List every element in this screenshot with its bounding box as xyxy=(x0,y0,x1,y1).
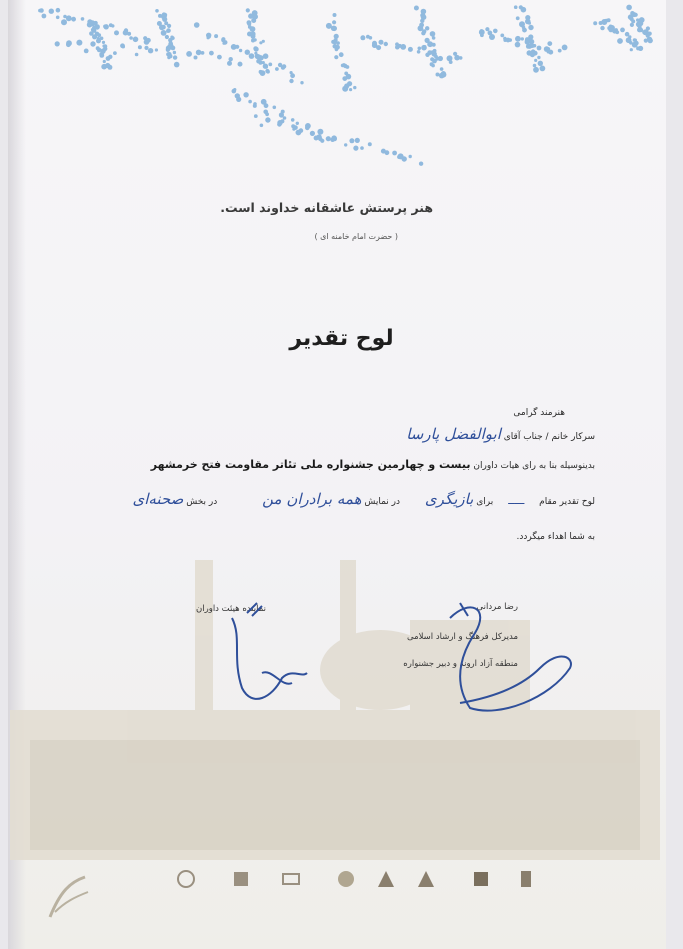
logo-dot xyxy=(229,57,233,61)
logo-dot xyxy=(42,14,47,19)
logo-dot xyxy=(432,43,436,47)
logo-dot xyxy=(254,52,257,55)
logo-dot xyxy=(194,22,200,28)
jury-signature xyxy=(222,598,322,718)
logo-dot xyxy=(96,38,101,43)
logo-dot xyxy=(548,50,553,55)
director-signature xyxy=(430,588,590,728)
logo-dot xyxy=(245,50,250,55)
logo-dot xyxy=(609,25,615,31)
logo-dot xyxy=(648,31,652,35)
logo-dot xyxy=(431,50,434,53)
logo-dot xyxy=(521,7,527,13)
body-line xyxy=(151,458,595,471)
logo-dot xyxy=(335,35,338,38)
logo-dot xyxy=(101,51,104,54)
sponsor-logo-8-icon xyxy=(515,868,537,890)
logo-dot xyxy=(133,37,139,43)
logo-dot xyxy=(421,31,425,35)
logo-dot xyxy=(155,48,158,51)
logo-dot xyxy=(332,136,337,141)
logo-dot xyxy=(615,30,619,34)
logo-dot xyxy=(239,49,242,52)
play-label: در نمایش xyxy=(364,497,401,507)
logo-dot xyxy=(167,24,171,28)
logo-dot xyxy=(217,55,222,60)
logo-dot xyxy=(537,46,542,51)
for-value: بازیگری xyxy=(424,490,474,508)
logo-dot xyxy=(425,26,429,30)
logo-dot xyxy=(402,156,407,161)
logo-dot xyxy=(174,62,180,68)
logo-dot xyxy=(283,116,287,120)
logo-dot xyxy=(268,63,272,67)
logo-dot xyxy=(102,41,105,44)
logo-dot xyxy=(209,51,214,56)
logo-dot xyxy=(171,36,175,40)
logo-dot xyxy=(344,143,347,146)
logo-dot xyxy=(436,73,440,77)
logo-dot xyxy=(89,20,95,26)
logo-dot xyxy=(373,44,377,48)
logo-dot xyxy=(265,112,269,116)
logo-dot xyxy=(260,124,264,128)
logo-dot xyxy=(264,103,269,108)
logo-dot xyxy=(103,44,107,48)
sponsor-logo-5-icon xyxy=(375,868,397,890)
logo-dot xyxy=(480,33,484,37)
logo-dot xyxy=(159,25,165,31)
logo-dot xyxy=(449,60,453,64)
sponsor-logo-1-icon xyxy=(175,868,197,890)
logo-dot xyxy=(248,100,252,104)
logo-dot xyxy=(400,44,406,50)
logo-dot xyxy=(231,45,234,48)
quote-source: ( حضرت امام خامنه ای ) xyxy=(314,232,398,241)
logo-dot xyxy=(385,150,390,155)
logo-dot xyxy=(395,42,399,46)
logo-dot xyxy=(148,48,153,53)
logo-dot xyxy=(250,26,256,32)
logo-dot xyxy=(253,46,258,51)
logo-dot xyxy=(155,9,159,13)
logo-dot xyxy=(600,26,604,30)
logo-dot xyxy=(636,18,639,21)
play-value: همه برادران من xyxy=(262,490,362,508)
logo-dot xyxy=(173,55,177,59)
logo-dot xyxy=(196,50,202,56)
festival-name: بیست و چهارمین جشنواره ملی تئاتر مقاومت فتح خرمشهر xyxy=(150,458,471,471)
logo-dot xyxy=(201,51,205,55)
logo-dot xyxy=(97,33,101,37)
logo-dot xyxy=(289,79,293,83)
logo-dot xyxy=(104,24,109,29)
presented-line: به شما اهداء میگردد. xyxy=(516,532,595,542)
logo-dot xyxy=(318,137,322,141)
logo-dot xyxy=(281,110,285,114)
logo-dot xyxy=(558,49,562,53)
logo-dot xyxy=(238,62,243,67)
logo-dot xyxy=(342,76,347,81)
logo-dot xyxy=(97,48,102,53)
side-watermark-text xyxy=(633,80,673,500)
logo-dot xyxy=(439,73,445,79)
logo-dot xyxy=(138,45,142,49)
logo-dot xyxy=(223,40,228,45)
quote-text: هنر پرستش عاشقانه خداوند است. xyxy=(220,200,433,215)
logo-dot xyxy=(630,23,634,27)
logo-dot xyxy=(421,14,427,20)
logo-dot xyxy=(248,13,253,18)
logo-dot xyxy=(249,53,255,59)
logo-dot xyxy=(277,120,282,125)
logo-dot xyxy=(235,45,239,49)
logo-dot xyxy=(254,114,258,118)
jury-representative-title: نماینده هیئت داوران xyxy=(196,604,267,614)
logo-dot xyxy=(108,55,112,59)
logo-dot xyxy=(514,5,518,9)
logo-dot xyxy=(617,38,623,44)
logo-dot xyxy=(265,117,270,122)
body-intro: بدینوسیله بنا به رای هیات داوران xyxy=(473,461,595,471)
logo-dot xyxy=(262,40,265,43)
logo-dot xyxy=(275,67,279,71)
sponsor-logos xyxy=(170,868,570,918)
logo-dot xyxy=(392,151,397,156)
logo-dot xyxy=(290,73,295,78)
director-role-2: منطقه آزاد اروند و دبیر جشنواره xyxy=(403,659,518,669)
director-role-1: مدیرکل فرهنگ و ارشاد اسلامی xyxy=(406,632,518,642)
logo-dot xyxy=(634,13,638,17)
logo-dot xyxy=(120,43,125,48)
logo-dot xyxy=(107,65,112,70)
sponsor-logo-7-icon xyxy=(470,868,492,890)
logo-dot xyxy=(533,67,539,73)
logo-dot xyxy=(251,18,256,23)
section-label: در بخش xyxy=(186,497,218,507)
salutation: هنرمند گرامی xyxy=(513,408,565,418)
logo-dot xyxy=(515,42,521,48)
recipient-name: ابوالفضل پارسا xyxy=(406,425,501,443)
logo-dot xyxy=(76,40,82,46)
logo-dot xyxy=(333,41,337,45)
logo-dot xyxy=(135,53,139,57)
logo-dot xyxy=(71,17,76,22)
logo-dot xyxy=(265,69,269,73)
logo-dot xyxy=(168,54,172,58)
recipient-line xyxy=(406,425,595,443)
for-label: برای xyxy=(476,497,494,507)
logo-dot xyxy=(49,9,54,14)
logo-dot xyxy=(414,6,419,11)
logo-dot xyxy=(636,46,640,50)
logo-dot xyxy=(296,122,299,125)
logo-dot xyxy=(485,27,489,31)
logo-dot xyxy=(129,36,133,40)
logo-dot xyxy=(355,138,360,143)
logo-dot xyxy=(368,142,372,146)
logo-dot xyxy=(300,81,303,84)
logo-dot xyxy=(158,14,162,18)
logo-dot xyxy=(525,39,530,44)
section-value: صحنه‌ای xyxy=(132,490,184,508)
festival-dotted-logo xyxy=(0,0,683,180)
logo-dot xyxy=(630,48,633,51)
logo-dot xyxy=(332,20,336,24)
logo-dot xyxy=(432,36,436,40)
logo-dot xyxy=(165,35,169,39)
logo-dot xyxy=(528,25,533,30)
logo-dot xyxy=(326,136,331,141)
logo-dot xyxy=(620,28,625,33)
logo-dot xyxy=(127,32,131,36)
logo-dot xyxy=(530,52,535,57)
logo-dot xyxy=(236,97,241,102)
logo-dot xyxy=(214,34,218,38)
logo-dot xyxy=(419,162,423,166)
logo-dot xyxy=(66,15,72,21)
sponsor-logo-4-icon xyxy=(335,868,357,890)
logo-dot xyxy=(528,22,531,25)
logo-dot xyxy=(111,24,114,27)
logo-dot xyxy=(296,130,302,136)
logo-dot xyxy=(360,35,365,40)
logo-dot xyxy=(360,146,364,150)
logo-dot xyxy=(166,29,169,32)
logo-dot xyxy=(508,38,512,42)
director-name: رضا مردانی xyxy=(476,602,518,612)
logo-dot xyxy=(637,27,642,32)
logo-dot xyxy=(333,13,337,17)
logo-dot xyxy=(533,64,537,68)
logo-dot xyxy=(56,15,60,19)
logo-dot xyxy=(369,36,373,40)
logo-dot xyxy=(94,24,100,30)
logo-dot xyxy=(317,129,323,135)
logo-dot xyxy=(628,14,633,19)
logo-dot xyxy=(626,5,632,11)
logo-dot xyxy=(648,38,653,43)
logo-dot xyxy=(430,62,434,66)
logo-dot xyxy=(379,40,384,45)
logo-dot xyxy=(90,41,95,46)
logo-dot xyxy=(256,59,261,64)
logo-dot xyxy=(336,41,340,45)
logo-dot xyxy=(66,42,71,47)
logo-dot xyxy=(161,30,167,36)
logo-dot xyxy=(540,66,546,72)
logo-dot xyxy=(113,51,117,55)
logo-dot xyxy=(397,155,401,159)
logo-dot xyxy=(493,29,498,34)
logo-dot xyxy=(522,26,526,30)
logo-dot xyxy=(186,51,192,57)
logo-dot xyxy=(516,16,520,20)
logo-dot xyxy=(243,92,248,97)
festival-mark-icon xyxy=(40,872,100,922)
sponsor-logo-6-icon xyxy=(415,868,437,890)
logo-dot xyxy=(601,19,607,25)
logo-dot xyxy=(61,19,67,25)
logo-dot xyxy=(293,125,298,130)
logo-dot xyxy=(39,8,44,13)
logo-dot xyxy=(593,21,597,25)
logo-dot xyxy=(227,61,232,66)
logo-dot xyxy=(56,8,61,13)
logo-dot xyxy=(500,34,504,38)
logo-dot xyxy=(291,118,295,122)
logo-dot xyxy=(173,51,176,54)
logo-dot xyxy=(547,41,552,46)
logo-dot xyxy=(103,60,106,63)
award-rank: ـــــ xyxy=(508,494,525,507)
logo-dot xyxy=(310,131,315,136)
logo-dot xyxy=(430,57,434,61)
logo-dot xyxy=(628,35,631,38)
logo-dot xyxy=(409,155,412,158)
logo-dot xyxy=(384,42,388,46)
logo-dot xyxy=(349,138,354,143)
logo-dot xyxy=(253,104,257,108)
logo-dot xyxy=(246,8,250,12)
logo-dot xyxy=(251,39,255,43)
logo-dot xyxy=(342,86,348,92)
logo-dot xyxy=(418,47,422,51)
certificate-title: لوح تقدیر xyxy=(289,326,394,351)
logo-dot xyxy=(273,106,277,110)
logo-dot xyxy=(81,17,85,21)
logo-dot xyxy=(537,56,540,59)
logo-dot xyxy=(143,36,147,40)
logo-dot xyxy=(114,30,119,35)
logo-dot xyxy=(334,55,338,59)
logo-dot xyxy=(346,65,350,69)
logo-dot xyxy=(434,55,438,59)
sponsor-logo-2-icon xyxy=(230,868,252,890)
logo-dot xyxy=(260,70,266,76)
logo-dot xyxy=(208,35,211,38)
logo-dot xyxy=(562,45,568,51)
logo-dot xyxy=(631,19,635,23)
logo-dot xyxy=(644,39,648,43)
logo-dot xyxy=(459,56,463,60)
sponsor-logo-3-icon xyxy=(280,868,302,890)
logo-dot xyxy=(194,56,198,60)
recipient-prefix: سرکار خانم / جناب آقای xyxy=(503,432,595,442)
logo-dot xyxy=(353,146,358,151)
logo-dot xyxy=(440,67,444,71)
logo-dot xyxy=(89,31,94,36)
logo-dot xyxy=(421,9,427,15)
award-label: لوح تقدیر مقام xyxy=(539,497,595,507)
logo-dot xyxy=(84,49,89,54)
award-line xyxy=(95,490,595,508)
logo-dot xyxy=(342,63,346,67)
logo-dot xyxy=(430,31,436,37)
logo-dot xyxy=(144,46,148,50)
logo-dot xyxy=(250,31,255,36)
logo-dot xyxy=(515,36,521,42)
logo-dot xyxy=(632,42,638,48)
logo-dot xyxy=(335,48,339,52)
logo-dot xyxy=(417,50,421,54)
logo-dot xyxy=(538,61,543,66)
logo-dot xyxy=(408,47,413,52)
logo-dot xyxy=(263,53,269,59)
logo-dot xyxy=(376,45,381,50)
logo-dot xyxy=(339,52,344,57)
logo-dot xyxy=(503,37,507,41)
logo-dot xyxy=(55,41,60,46)
logo-dot xyxy=(488,31,493,36)
logo-dot xyxy=(281,65,285,69)
logo-dot xyxy=(349,88,352,91)
logo-dot xyxy=(171,46,176,51)
logo-dot xyxy=(162,17,167,22)
logo-dot xyxy=(331,26,336,31)
logo-dot xyxy=(480,29,484,33)
logo-dot xyxy=(530,44,534,48)
logo-dot xyxy=(534,59,537,62)
logo-dot xyxy=(521,37,524,40)
logo-dot xyxy=(263,63,268,68)
logo-dot xyxy=(353,86,356,89)
logo-dot xyxy=(423,45,426,48)
logo-dot xyxy=(305,126,310,131)
logo-dot xyxy=(232,89,237,94)
